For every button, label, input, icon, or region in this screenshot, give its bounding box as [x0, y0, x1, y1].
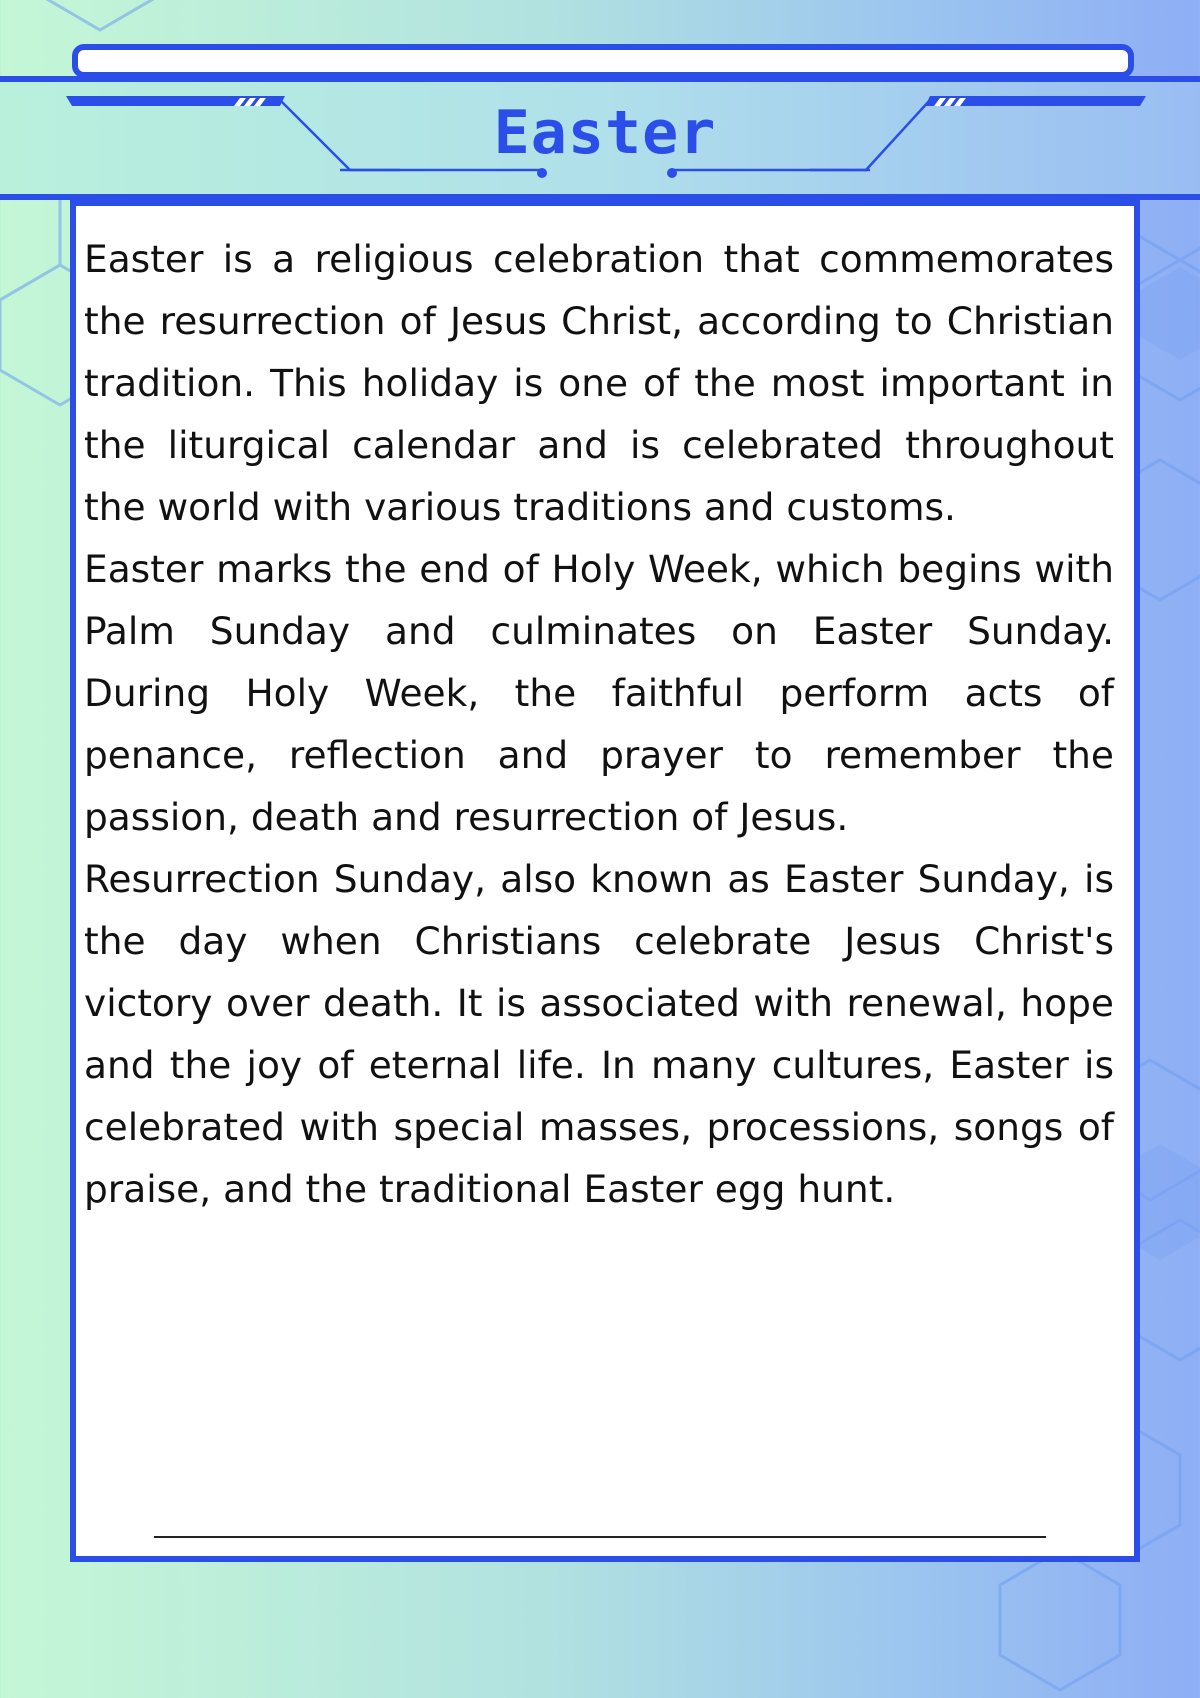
- paragraph: Easter marks the end of Holy Week, which begins with Palm Sunday and culminates on Easter Sunday. During Holy Week, the faithful perform acts of penance, reflection and prayer to remember the passion, death and resurrection of Jesus.: [84, 547, 1114, 839]
- footer-rule: [154, 1536, 1046, 1538]
- paragraph: Resurrection Sunday, also known as Easter Sunday, is the day when Christians celebrate Jesus Christ's victory over death. It is associated with renewal, hope and the joy of eternal life. In many cultures, Easter is celebrated with special masses, processions, songs of praise, and the traditional Easter egg hunt.: [84, 857, 1114, 1211]
- top-frame-bar: [72, 44, 1134, 78]
- page-title: Easter: [493, 98, 717, 168]
- body-text: [84, 228, 1114, 1220]
- paragraph: Easter is a religious celebration that commemorates the resurrection of Jesus Christ, according to Christian tradition. This holiday is one of the most important in the liturgical calendar and is celebrated throughout the world with various traditions and customs.: [84, 237, 1114, 529]
